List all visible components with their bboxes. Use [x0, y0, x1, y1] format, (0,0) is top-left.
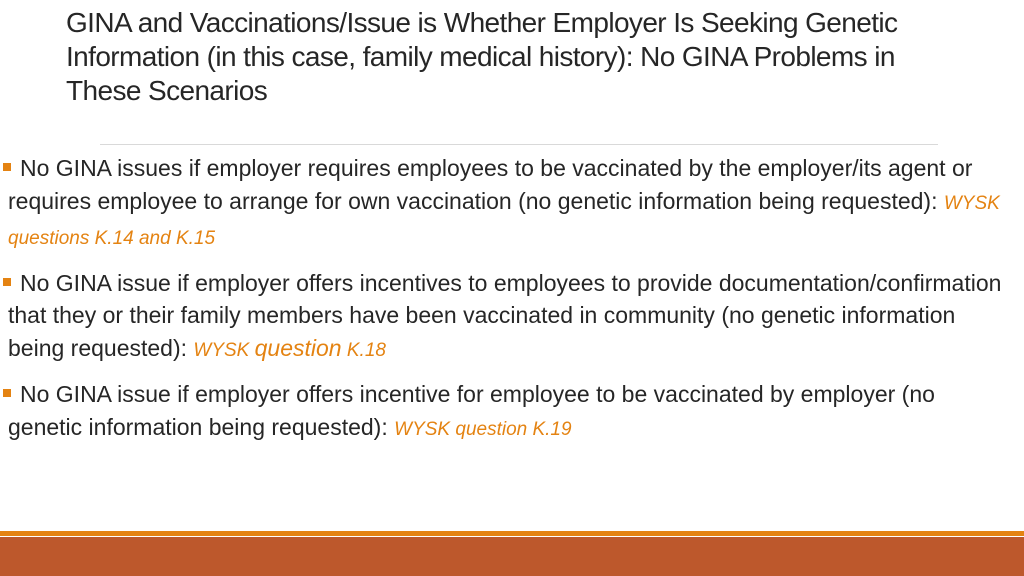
- citation-part: question: [254, 334, 342, 361]
- slide-title: GINA and Vaccinations/Issue is Whether Employer Is Seeking Genetic Information (in this case, family medical history): No GINA Problems in These Scenarios: [66, 7, 898, 106]
- bullet-text: No GINA issues if employer requires employees to be vaccinated by the employer/its agent or requires employee to arrange for own vaccination (no genetic information being requested):: [8, 155, 973, 214]
- title-divider: [100, 144, 938, 145]
- citation-part: WYSK: [193, 339, 255, 361]
- citation-part: K.18: [341, 339, 386, 361]
- square-bullet-icon: [3, 278, 11, 286]
- square-bullet-icon: [3, 389, 11, 397]
- citation: WYSK questions K.14 and K.15: [8, 192, 1000, 249]
- citation: WYSK question K.19: [394, 418, 572, 440]
- bullet-item: [0, 267, 1010, 368]
- square-bullet-icon: [3, 163, 11, 171]
- bullet-text: No GINA issue if employer offers incentives to employees to provide documentation/confirmation that they or their family members have been vaccinated in community (no genetic information being requested):: [8, 269, 1002, 361]
- footer-band: [0, 537, 1024, 576]
- footer-accent-line: [0, 531, 1024, 536]
- bullet-item: [0, 152, 1010, 256]
- bullet-text: No GINA issue if employer offers incentive for employee to be vaccinated by employer (no genetic information being requested):: [8, 381, 935, 440]
- bullet-item: [0, 378, 1010, 446]
- bullet-list: [0, 152, 1010, 457]
